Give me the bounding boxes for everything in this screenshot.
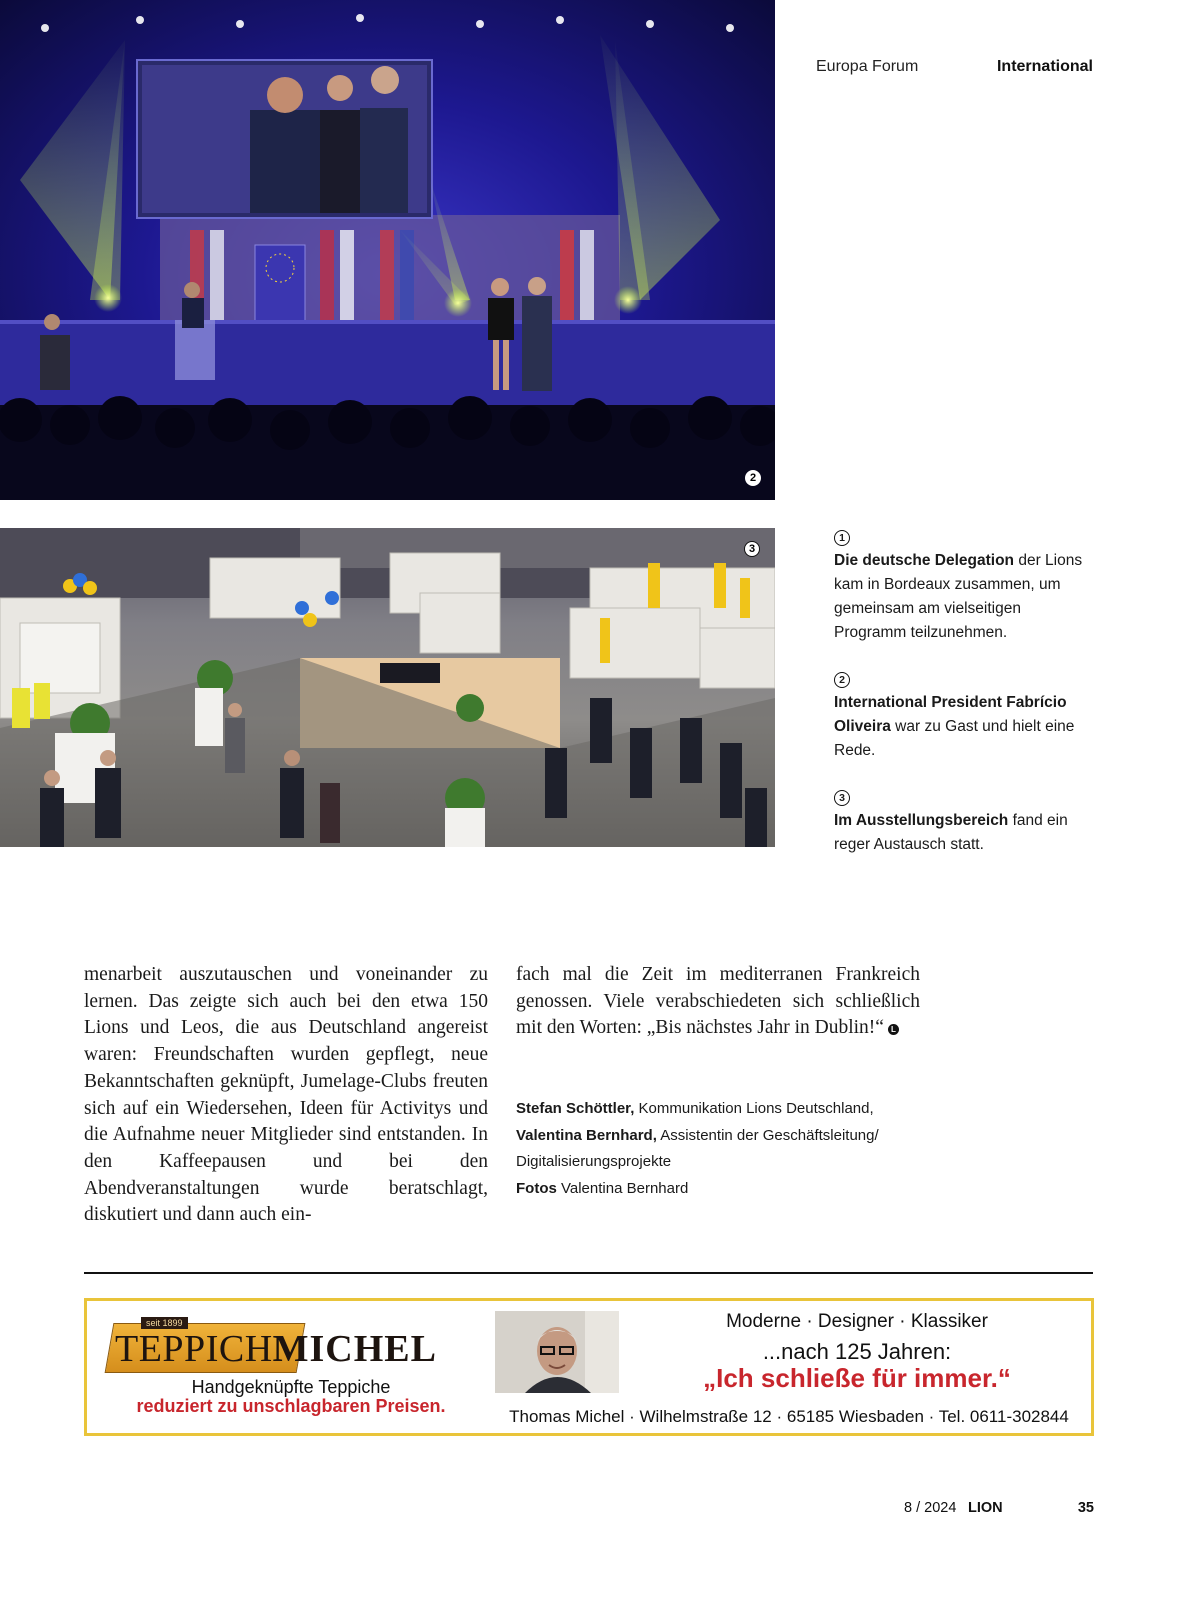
lions-end-mark-icon: L bbox=[888, 1024, 899, 1035]
credit-author-2: Valentina Bernhard, Assistentin der Geschäftsleitung/ Digitalisierungsprojekte bbox=[516, 1126, 879, 1171]
caption-bold: Im Ausstellungsbereich bbox=[834, 812, 1009, 829]
body-column-left bbox=[84, 962, 488, 1229]
ad-tagline: Handgeknüpfte Teppiche bbox=[191, 1377, 391, 1397]
portrait-illustration bbox=[495, 1311, 619, 1393]
photo-exhibition-area bbox=[0, 528, 775, 847]
photo-number-badge: 2 bbox=[745, 470, 761, 486]
caption-number: 3 bbox=[834, 790, 850, 806]
teppich-michel-logo bbox=[109, 1317, 449, 1373]
section-label: Europa Forum bbox=[816, 58, 919, 75]
issue-number: 8 / 2024 bbox=[904, 1500, 957, 1516]
exhibition-illustration bbox=[0, 528, 775, 847]
advertisement-teppich-michel[interactable] bbox=[84, 1298, 1094, 1436]
caption-2 bbox=[834, 667, 1096, 763]
ad-closing-statement: „Ich schließe für immer.“ bbox=[703, 1363, 1011, 1393]
logo-since-badge: seit 1899 bbox=[141, 1317, 188, 1329]
stage-illustration bbox=[0, 0, 775, 500]
body-paragraph-end bbox=[516, 962, 920, 1042]
logo-wordmark: TEPPICHMICHEL bbox=[115, 1328, 437, 1370]
portrait-photo bbox=[495, 1311, 619, 1393]
photo-number-badge: 3 bbox=[744, 541, 760, 557]
caption-bold: Die deutsche Delegation bbox=[834, 552, 1015, 569]
caption-number: 2 bbox=[834, 672, 850, 688]
credit-author-1: Stefan Schöttler, Kommunikation Lions Deutschland, bbox=[516, 1100, 874, 1117]
body-column-right bbox=[516, 962, 920, 1042]
caption-bold: International President Fabrício Oliveira bbox=[834, 694, 1067, 735]
caption-1 bbox=[834, 525, 1096, 645]
caption-number: 1 bbox=[834, 530, 850, 546]
magazine-name: LION bbox=[968, 1500, 1003, 1516]
ad-subheadline: ...nach 125 Jahren: bbox=[762, 1339, 952, 1364]
photo-stage-speech bbox=[0, 0, 775, 500]
ad-headline: Moderne · Designer · Klassiker bbox=[726, 1311, 988, 1332]
body-text: fach mal die Zeit im mediterranen Frankreich genossen. Viele verabschiedeten sich schließlich mit den Worten: „Bis nächstes Jahr in Dublin!“ bbox=[516, 964, 920, 1039]
credit-photos: Fotos Valentina Bernhard bbox=[516, 1180, 689, 1198]
section-divider bbox=[84, 1272, 1093, 1274]
ad-address: Thomas Michel · Wilhelmstraße 12 · 65185 Wiesbaden · Tel. 0611-302844 bbox=[509, 1407, 1069, 1426]
caption-text: fand ein reger Austausch statt. bbox=[834, 812, 1068, 853]
photo-captions bbox=[834, 525, 1096, 879]
ad-tagline-offer: reduziert zu unschlagbaren Preisen. bbox=[136, 1396, 446, 1416]
page-number: 35 bbox=[1077, 1500, 1094, 1516]
caption-3 bbox=[834, 785, 1096, 857]
body-paragraph: menarbeit auszutauschen und voneinander zu lernen. Das zeigte sich auch bei den etwa 150 Lions und Leos, die aus Deutschland angereist waren: Freundschaften wurden gepflegt, neue Bekanntschaften geknüpft, Jumelage-Clubs freuten sich auf ein Wiedersehen, Ideen für Activitys und die Aufnahme neuer Mitglieder sind entstanden. In den Kaffeepausen und bei den Abendveranstaltungen wurde beratschlagt, diskutiert und dann auch ein- bbox=[84, 964, 488, 1226]
caption-text: der Lions kam in Bordeaux zusammen, um gemeinsam am vielseitigen Programm teilzunehmen. bbox=[834, 552, 1083, 641]
caption-text: war zu Gast und hielt eine Rede. bbox=[834, 718, 1075, 759]
author-credits bbox=[516, 1096, 936, 1203]
category-label: International bbox=[996, 58, 1093, 75]
